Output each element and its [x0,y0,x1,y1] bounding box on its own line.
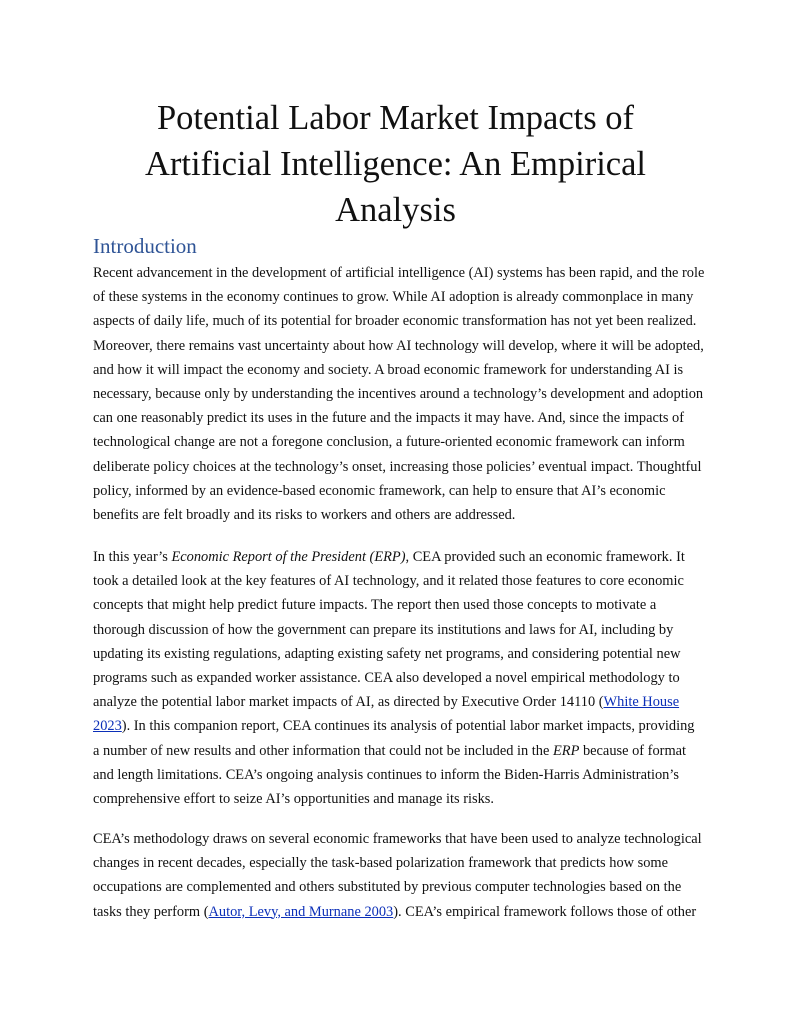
paragraph-line: concepts that might help predict future impacts. The report then used those concepts to motivate a [93,597,657,614]
paragraph-line: Moreover, there remains vast uncertainty about how AI technology will develop, where it will be adopted, [93,337,704,354]
paragraph-line: can one reasonably predict its uses in the future and the impacts it may have. And, since the impacts of [93,410,685,427]
paragraph-line: Recent advancement in the development of artificial intelligence (AI) systems has been rapid, and the role [93,265,705,281]
citation-link-autor-levy-murnane-2003[interactable]: Autor, Levy, and Murnane 2003 [208,903,394,920]
paragraph-intro [93,261,713,527]
paragraph-line [93,714,713,738]
title-line: Analysis [335,191,456,229]
paragraph-line: thorough discussion of how the government can prepare its institutions and laws for AI, including by [93,621,674,638]
paragraph-line: comprehensive effort to seize AI’s opportunities and manage its risks. [93,791,494,808]
paragraph-line: occupations are complemented and others substituted by previous computer technologies based on the [93,879,682,896]
paragraph-line: aspects of daily life, much of its potential for broader economic transformation has not yet been realized. [93,313,697,330]
text-run: In this year’s [93,549,172,565]
text-run: , CEA provided such an economic framework. It [405,549,685,565]
paragraph-line [93,739,713,763]
erp-italic-abbrev: ERP [552,742,580,759]
paragraph-line: technological change are not a foregone conclusion, a future-oriented economic framework can inform [93,434,685,451]
page-title [93,95,698,233]
text-run: tasks they perform ( [93,903,209,920]
paragraph-line [93,900,713,924]
paragraph-line [93,545,713,569]
section-heading-introduction: Introduction [93,234,197,258]
paragraph-line: deliberate policy choices at the technology’s onset, increasing those policies’ eventual impact. Thoughtful [93,458,702,475]
text-run: ). CEA’s empirical framework follows those of other [393,903,697,920]
paragraph-line: of these systems in the economy continues to grow. While AI adoption is already commonplace in many [93,289,694,306]
paragraph-line [93,690,713,714]
title-line: Potential Labor Market Impacts of [156,99,635,137]
text-run: analyze the potential labor market impacts of AI, as directed by Executive Order 14110 ( [93,694,604,711]
paragraph-line: programs such as expanded worker assistance. CEA also developed a novel empirical methodology to [93,670,680,687]
citation-link-white-house-2023-year[interactable]: 2023 [93,718,122,735]
paragraph-line: benefits are felt broadly and its risks to workers and others are addressed. [93,507,516,524]
paragraph-line: changes in recent decades, especially the task-based polarization framework that predicts how some [93,855,668,872]
paragraph-line: necessary, because only by understanding the incentives around a technology’s development and adoption [93,386,704,403]
title-line: Artificial Intelligence: An Empirical [144,145,647,183]
text-run: a number of new results and other information that could not be included in the [93,742,553,759]
paragraph-line: took a detailed look at the key features of AI technology, and it related those features to core economic [93,573,684,590]
paragraph-line: and length limitations. CEA’s ongoing analysis continues to inform the Biden-Harris Administration’s [93,766,679,783]
erp-italic-title: Economic Report of the President (ERP) [171,549,406,565]
paragraph-erp [93,545,713,811]
paragraph-line: updating its existing regulations, adapting existing safety net programs, and considering potential new [93,645,681,662]
citation-link-white-house-2023[interactable]: White House [603,694,680,711]
text-run: because of format [579,742,687,759]
paragraph-line: and how it will impact the economy and society. A broad economic framework for understanding AI is [93,361,684,378]
paragraph-methodology [93,827,713,924]
text-run: ). In this companion report, CEA continues its analysis of potential labor market impacts, providing [121,718,695,735]
paragraph-line: CEA’s methodology draws on several economic frameworks that have been used to analyze technological [93,831,702,847]
paragraph-line: policy, informed by an evidence-based economic framework, can help to ensure that AI’s economic [93,482,666,499]
